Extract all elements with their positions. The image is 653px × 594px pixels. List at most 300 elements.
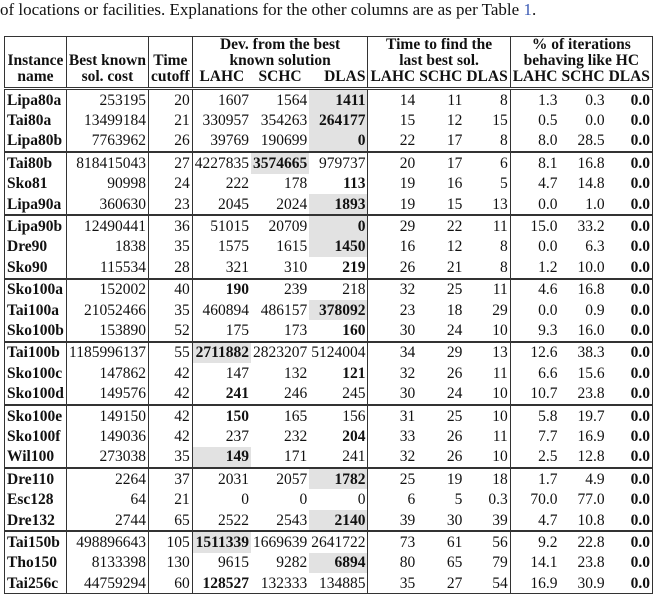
- dev-schc: 20709: [251, 215, 309, 236]
- dev-schc: 1564: [276, 91, 308, 109]
- tfind-lahc: 30: [399, 321, 416, 339]
- instance-name: Sko100f: [5, 426, 67, 446]
- pct-schc: 30.9: [577, 574, 605, 592]
- time-cutoff: 36: [148, 215, 192, 236]
- tfind-schc: 29: [417, 342, 464, 363]
- time-cutoff: 40: [148, 279, 192, 300]
- pct-schc: 23.8: [577, 554, 605, 572]
- pct-dlas: 0.0: [630, 385, 650, 403]
- pct-lahc: 14.1: [530, 554, 558, 572]
- tfind-schc: 16: [446, 175, 463, 193]
- table-caption: [0, 0, 536, 20]
- time-cutoff: 26: [148, 131, 192, 152]
- dev-lahc: 149: [192, 447, 251, 468]
- pct-dlas: 0.0: [630, 132, 650, 150]
- time-cutoff: 23: [148, 194, 192, 215]
- pct-schc: 16.8: [560, 279, 607, 300]
- time-cutoff: 35: [148, 300, 192, 320]
- dev-lahc: 4227835: [192, 152, 251, 173]
- time-cutoff: 35: [148, 447, 192, 468]
- tfind-lahc: 33: [399, 427, 416, 445]
- time-cutoff: 21: [148, 110, 192, 130]
- instance-name: Dre110: [5, 468, 67, 489]
- tfind-schc: 22: [417, 215, 464, 236]
- dev-lahc: 1511339: [192, 531, 251, 552]
- dev-schc: 2823207: [251, 342, 309, 363]
- pct-dlas: 0.0: [630, 448, 650, 466]
- header-best-2: sol. cost: [66, 69, 148, 89]
- tfind-lahc: 19: [399, 195, 416, 213]
- pct-dlas: 0.0: [630, 427, 650, 445]
- tfind-lahc: 29: [368, 215, 417, 236]
- pct-schc: 10.0: [577, 258, 605, 276]
- table-row: [5, 553, 653, 573]
- tfind-schc: 25: [417, 405, 464, 426]
- pct-lahc: 4.7: [538, 511, 558, 529]
- best-known-cost: 8133398: [66, 553, 148, 573]
- dev-dlas: 0: [309, 489, 368, 509]
- pct-schc: 0.9: [585, 301, 605, 319]
- tfind-schc: 24: [446, 385, 463, 403]
- best-known-cost: 498896643: [66, 531, 148, 552]
- best-known-cost: 2744: [66, 510, 148, 531]
- pct-schc: 12.8: [577, 448, 605, 466]
- pct-schc: 38.3: [560, 342, 607, 363]
- table-row: [5, 194, 653, 215]
- header-tfind-2: last best sol.: [368, 53, 510, 69]
- instance-name: Tai150b: [5, 531, 67, 552]
- pct-lahc: 1.7: [510, 468, 559, 489]
- pct-dlas: 0.0: [630, 301, 650, 319]
- tfind-lahc: 30: [399, 385, 416, 403]
- pct-lahc: 0.0: [538, 301, 558, 319]
- dev-dlas: 1450: [309, 237, 368, 257]
- tfind-schc: 17: [446, 132, 463, 150]
- table-row: [5, 383, 653, 404]
- tfind-schc: 26: [446, 448, 463, 466]
- pct-lahc: 0.0: [538, 195, 558, 213]
- tfind-lahc: 6: [407, 491, 416, 509]
- dev-lahc: 1607: [217, 91, 249, 109]
- instance-name: Sko81: [5, 174, 67, 194]
- dev-dlas: 5124004: [309, 342, 368, 363]
- pct-dlas: 0.0: [630, 258, 650, 276]
- dev-dlas: 134885: [309, 573, 368, 594]
- pct-schc: 6.3: [585, 238, 605, 256]
- dev-dlas: 0: [309, 131, 368, 152]
- pct-schc: 0.0: [585, 112, 605, 130]
- sub-tf-dlas: DLAS: [464, 69, 510, 89]
- pct-dlas: 0.0: [607, 215, 653, 236]
- tfind-dlas: 6: [464, 152, 510, 173]
- tfind-schc: 30: [446, 511, 463, 529]
- best-known-cost: 273038: [66, 447, 148, 468]
- pct-schc: 10.8: [577, 511, 605, 529]
- instance-name: Sko100c: [5, 363, 67, 383]
- best-known-cost: 2264: [66, 468, 148, 489]
- dev-lahc: 190: [192, 279, 251, 300]
- tfind-schc: 61: [417, 531, 464, 552]
- best-known-cost: 153890: [66, 320, 148, 341]
- pct-lahc: 7.7: [538, 427, 558, 445]
- time-cutoff: 65: [148, 510, 192, 531]
- instance-name: Esc128: [5, 489, 67, 509]
- tfind-schc: 26: [446, 364, 463, 382]
- pct-dlas: 0.0: [630, 91, 650, 109]
- pct-lahc: 1.2: [538, 258, 558, 276]
- dev-schc: 0: [299, 491, 308, 509]
- dev-dlas: 241: [309, 447, 368, 468]
- dev-lahc: 175: [225, 321, 249, 339]
- table-row: [5, 342, 653, 363]
- pct-schc: 28.5: [577, 132, 605, 150]
- time-cutoff: 42: [148, 426, 192, 446]
- tfind-lahc: 20: [368, 152, 417, 173]
- dev-dlas: 2641722: [309, 531, 368, 552]
- dev-schc: 239: [251, 279, 309, 300]
- time-cutoff: 24: [148, 174, 192, 194]
- dev-schc: 1615: [276, 238, 308, 256]
- time-cutoff: 20: [148, 89, 192, 111]
- dev-lahc: 460894: [202, 301, 249, 319]
- dev-dlas: 219: [309, 257, 368, 278]
- dev-dlas: 1411: [309, 89, 368, 111]
- instance-name: Tai100b: [5, 342, 67, 363]
- pct-dlas: 0.0: [607, 405, 653, 426]
- pct-schc: 16.9: [577, 427, 605, 445]
- tfind-lahc: 19: [399, 175, 416, 193]
- tfind-dlas: 13: [464, 342, 510, 363]
- table-row: [5, 215, 653, 236]
- table-body: [5, 89, 653, 594]
- dev-dlas: 0: [309, 215, 368, 236]
- header-best-1: Best known: [66, 53, 148, 69]
- header-time-1: Time: [148, 53, 192, 69]
- time-cutoff: 105: [148, 531, 192, 552]
- pct-schc: 16.8: [560, 152, 607, 173]
- time-cutoff: 55: [148, 342, 192, 363]
- dev-lahc: 241: [225, 385, 249, 403]
- tfind-lahc: 73: [368, 531, 417, 552]
- tfind-dlas: 13: [464, 194, 510, 215]
- tfind-dlas: 10: [464, 383, 510, 404]
- best-known-cost: 360630: [66, 194, 148, 215]
- best-known-cost: 90998: [66, 174, 148, 194]
- instance-name: Wil100: [5, 447, 67, 468]
- dev-schc: 2024: [276, 195, 308, 213]
- tfind-lahc: 80: [399, 554, 416, 572]
- dev-schc: 178: [283, 175, 308, 193]
- tfind-schc: 12: [446, 112, 463, 130]
- pct-lahc: 0.5: [538, 112, 558, 130]
- best-known-cost: 149150: [66, 405, 148, 426]
- dev-schc: 246: [283, 385, 308, 403]
- instance-name: Tai80b: [5, 152, 67, 173]
- time-cutoff: 28: [148, 257, 192, 278]
- tfind-dlas: 8: [464, 237, 510, 257]
- tfind-dlas: 10: [464, 447, 510, 468]
- sub-pct-dlas: DLAS: [607, 69, 653, 89]
- pct-dlas: 0.0: [630, 574, 650, 592]
- sub-dev-lahc: LAHC: [192, 69, 251, 89]
- time-cutoff: 37: [148, 468, 192, 489]
- tfind-dlas: 10: [464, 320, 510, 341]
- best-known-cost: 12490441: [66, 215, 148, 236]
- header-pct-2: behaving like HC: [523, 52, 640, 69]
- instance-name: Tai80a: [5, 110, 67, 130]
- pct-schc: 19.7: [560, 405, 607, 426]
- pct-dlas: 0.0: [630, 321, 650, 339]
- header-tfind: Time to find the: [368, 37, 510, 54]
- dev-dlas: 1782: [309, 468, 368, 489]
- pct-lahc: 5.8: [510, 405, 559, 426]
- pct-dlas: 0.0: [630, 238, 650, 256]
- best-known-cost: 152002: [66, 279, 148, 300]
- pct-schc: 23.8: [577, 385, 605, 403]
- dev-schc: 132: [283, 364, 308, 382]
- pct-dlas: 0.0: [630, 112, 650, 130]
- instance-name: Lipa80a: [5, 89, 67, 111]
- tfind-lahc: 32: [399, 448, 416, 466]
- sub-pct-schc: SCHC: [560, 69, 607, 89]
- dev-dlas: 156: [309, 405, 368, 426]
- best-known-cost: 115534: [66, 257, 148, 278]
- pct-schc: 4.9: [560, 468, 607, 489]
- tfind-schc: 15: [446, 195, 463, 213]
- tfind-dlas: 8: [464, 257, 510, 278]
- dev-lahc: 330957: [202, 112, 249, 130]
- header-pct: % of iterations: [531, 36, 631, 53]
- pct-lahc: 8.0: [538, 132, 558, 150]
- pct-schc: 0.3: [585, 91, 605, 109]
- best-known-cost: 64: [66, 489, 148, 509]
- pct-lahc: 8.1: [510, 152, 559, 173]
- tfind-dlas: 8: [464, 131, 510, 152]
- time-cutoff: 42: [148, 405, 192, 426]
- time-cutoff: 42: [148, 363, 192, 383]
- tfind-lahc: 26: [399, 258, 416, 276]
- instance-name: Lipa80b: [5, 131, 67, 152]
- tfind-lahc: 23: [399, 301, 416, 319]
- pct-lahc: 4.6: [510, 279, 559, 300]
- pct-lahc: 1.3: [538, 91, 558, 109]
- dev-dlas: 121: [309, 363, 368, 383]
- best-known-cost: 7763962: [66, 131, 148, 152]
- dev-lahc: 51015: [192, 215, 251, 236]
- tfind-dlas: 5: [464, 174, 510, 194]
- tfind-dlas: 8: [464, 89, 510, 111]
- dev-dlas: 2140: [309, 510, 368, 531]
- dev-schc: 173: [283, 321, 308, 339]
- table-row: [5, 468, 653, 489]
- table-row: [5, 110, 653, 130]
- pct-lahc: 12.6: [510, 342, 559, 363]
- dev-lahc: 150: [192, 405, 251, 426]
- pct-lahc: 4.7: [538, 175, 558, 193]
- tfind-schc: 18: [446, 301, 463, 319]
- dev-schc: 171: [283, 448, 308, 466]
- instance-name: Dre90: [5, 237, 67, 257]
- instance-name: Sko90: [5, 257, 67, 278]
- header-time: [148, 37, 192, 54]
- tfind-dlas: 54: [464, 573, 510, 594]
- dev-schc: 310: [283, 258, 308, 276]
- best-known-cost: 1838: [66, 237, 148, 257]
- dev-dlas: 245: [309, 383, 368, 404]
- table-row: [5, 279, 653, 300]
- tfind-lahc: 14: [399, 91, 416, 109]
- dev-schc: 354263: [260, 112, 308, 130]
- pct-dlas: 0.0: [607, 279, 653, 300]
- dev-lahc: 222: [225, 175, 249, 193]
- dev-lahc: 128527: [202, 574, 249, 592]
- tfind-schc: 17: [417, 152, 464, 173]
- pct-lahc: 9.2: [510, 531, 559, 552]
- tfind-lahc: 16: [399, 238, 416, 256]
- pct-lahc: 0.0: [538, 238, 558, 256]
- table-reference-link[interactable]: 1: [523, 0, 532, 19]
- time-cutoff: 27: [148, 152, 192, 173]
- best-known-cost: 253195: [66, 89, 148, 111]
- tfind-schc: 65: [446, 554, 463, 572]
- tfind-dlas: 0.3: [464, 489, 510, 509]
- dev-lahc: 9615: [217, 554, 249, 572]
- time-cutoff: 35: [148, 237, 192, 257]
- instance-name: Tho150: [5, 553, 67, 573]
- tfind-dlas: 11: [464, 215, 510, 236]
- instance-name: Tai100a: [5, 300, 67, 320]
- time-cutoff: 21: [148, 489, 192, 509]
- instance-name: Lipa90a: [5, 194, 67, 215]
- best-known-cost: 44759294: [66, 573, 148, 594]
- tfind-dlas: 18: [464, 468, 510, 489]
- pct-dlas: 0.0: [630, 554, 650, 572]
- pct-schc: 22.8: [560, 531, 607, 552]
- sub-dev-dlas: DLAS: [309, 69, 368, 89]
- tfind-lahc: 35: [399, 574, 416, 592]
- pct-dlas: 0.0: [607, 152, 653, 173]
- pct-lahc: 15.0: [510, 215, 559, 236]
- tfind-dlas: 56: [464, 531, 510, 552]
- header-dev: Dev. from the best: [192, 37, 368, 54]
- best-known-cost: 13499184: [66, 110, 148, 130]
- tfind-schc: 27: [446, 574, 463, 592]
- tfind-dlas: 39: [464, 510, 510, 531]
- pct-schc: 16.0: [577, 321, 605, 339]
- dev-schc: 486157: [260, 301, 308, 319]
- instance-name: Dre132: [5, 510, 67, 531]
- time-cutoff: 52: [148, 320, 192, 341]
- table-row: [5, 152, 653, 173]
- tfind-schc: 25: [417, 279, 464, 300]
- pct-schc: 1.0: [585, 195, 605, 213]
- instance-name: Sko100d: [5, 383, 67, 404]
- tfind-dlas: 29: [464, 300, 510, 320]
- results-table: [4, 36, 653, 594]
- header-instance-1: Instance: [5, 53, 67, 69]
- dev-dlas: 378092: [309, 300, 368, 320]
- table-row: [5, 300, 653, 320]
- table-row: [5, 363, 653, 383]
- table-row: [5, 489, 653, 509]
- pct-lahc: 70.0: [530, 491, 558, 509]
- tfind-lahc: 34: [368, 342, 417, 363]
- dev-lahc: 147: [225, 364, 249, 382]
- table-row: [5, 89, 653, 111]
- best-known-cost: 21052466: [66, 300, 148, 320]
- instance-name: Sko100a: [5, 279, 67, 300]
- dev-dlas: 1893: [309, 194, 368, 215]
- best-known-cost: 1185996137: [66, 342, 148, 363]
- dev-schc: 2057: [251, 468, 309, 489]
- pct-dlas: 0.0: [630, 364, 650, 382]
- header-instance: [5, 37, 67, 54]
- table-row: [5, 131, 653, 152]
- dev-schc: 190699: [260, 132, 308, 150]
- dev-schc: 2543: [276, 511, 308, 529]
- dev-schc: 132333: [260, 574, 308, 592]
- tfind-schc: 11: [447, 91, 463, 109]
- pct-dlas: 0.0: [630, 491, 650, 509]
- dev-dlas: 264177: [309, 110, 368, 130]
- dev-dlas: 160: [309, 320, 368, 341]
- caption-end: .: [531, 0, 537, 19]
- pct-lahc: 6.6: [538, 364, 558, 382]
- dev-schc: 1669639: [251, 531, 309, 552]
- tfind-lahc: 39: [399, 511, 416, 529]
- tfind-lahc: 32: [368, 279, 417, 300]
- pct-dlas: 0.0: [607, 342, 653, 363]
- tfind-schc: 26: [446, 427, 463, 445]
- tfind-schc: 12: [446, 238, 463, 256]
- tfind-schc: 5: [454, 491, 463, 509]
- dev-lahc: 1575: [217, 238, 249, 256]
- pct-dlas: 0.0: [630, 195, 650, 213]
- tfind-dlas: 10: [464, 405, 510, 426]
- caption-text: of locations or facilities. Explanations for the other columns are as per Table: [0, 0, 524, 19]
- dev-dlas: 6894: [309, 553, 368, 573]
- sub-pct-lahc: LAHC: [510, 69, 559, 89]
- sub-tf-schc: SCHC: [417, 69, 464, 89]
- tfind-dlas: 11: [464, 426, 510, 446]
- pct-schc: 15.6: [577, 364, 605, 382]
- header-instance-2: name: [5, 69, 67, 89]
- instance-name: Sko100e: [5, 405, 67, 426]
- tfind-lahc: 22: [399, 132, 416, 150]
- tfind-schc: 24: [446, 321, 463, 339]
- dev-lahc: 39769: [210, 132, 249, 150]
- pct-lahc: 2.5: [538, 448, 558, 466]
- dev-schc: 165: [251, 405, 309, 426]
- dev-dlas: 204: [309, 426, 368, 446]
- table-row: [5, 426, 653, 446]
- best-known-cost: 818415043: [66, 152, 148, 173]
- pct-schc: 14.8: [577, 175, 605, 193]
- dev-lahc: 237: [225, 427, 249, 445]
- instance-name: Tai256c: [5, 573, 67, 594]
- best-known-cost: 149036: [66, 426, 148, 446]
- table-row: [5, 174, 653, 194]
- pct-lahc: 9.3: [538, 321, 558, 339]
- sub-tf-lahc: LAHC: [368, 69, 417, 89]
- tfind-lahc: 31: [368, 405, 417, 426]
- pct-dlas: 0.0: [607, 531, 653, 552]
- sub-dev-schc: SCHC: [251, 69, 309, 89]
- tfind-lahc: 15: [399, 112, 416, 130]
- pct-dlas: 0.0: [630, 511, 650, 529]
- tfind-schc: 21: [446, 258, 463, 276]
- table-row: [5, 573, 653, 594]
